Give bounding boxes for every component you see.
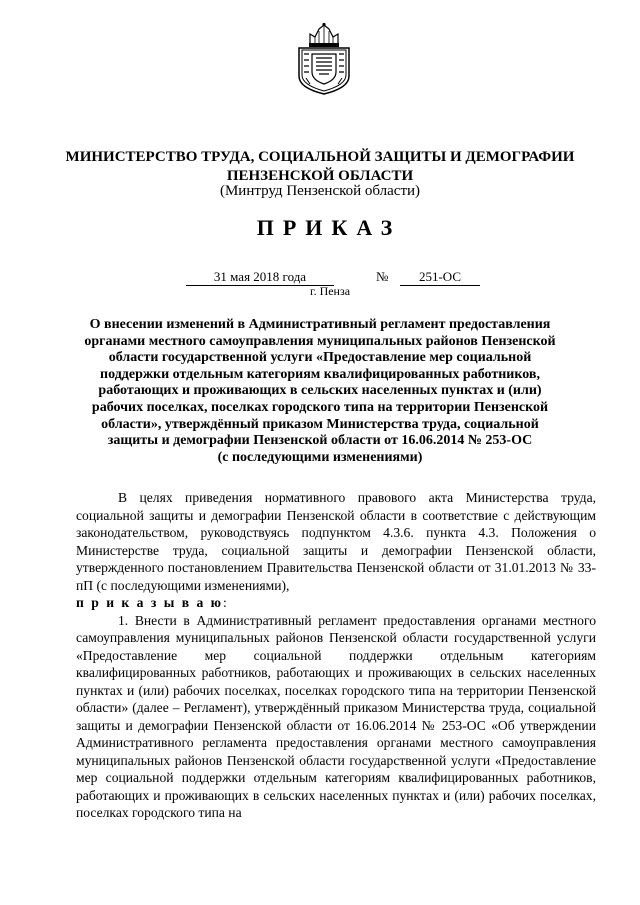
ministry-name-line2: ПЕНЗЕНСКОЙ ОБЛАСТИ bbox=[226, 168, 414, 184]
title-line: области», утверждённый приказом Министерства труда, социальной bbox=[101, 416, 539, 432]
coat-of-arms-icon bbox=[293, 22, 355, 96]
document-city: г. Пенза bbox=[310, 284, 351, 298]
order-word: п р и к а з ы в а ю bbox=[76, 595, 224, 610]
title-line: органами местного самоуправления муниципальных районов Пензенской bbox=[84, 333, 556, 349]
title-line: рабочих поселках, поселках городского типа на территории Пензенской bbox=[91, 399, 549, 415]
preamble-paragraph bbox=[76, 489, 596, 612]
title-line: защиты и демографии Пензенской области от 16.06.2014 № 253-ОС bbox=[107, 433, 533, 449]
title-line: поддержки отдельным категориям квалифицированных работников, bbox=[100, 366, 540, 382]
document-type: ПРИКАЗ bbox=[256, 215, 402, 240]
title-line: (с последующими изменениями) bbox=[217, 449, 423, 465]
item-1-paragraph: 1. Внести в Административный регламент предоставления органами местного самоуправления муниципальных районов Пензенской области государственной услуги «Предоставление мер социальной поддержки отдельным категориям квалифицированных работников, работающих и проживающих в сельских населенных пунктах и (или) рабочих поселках, поселках городского типа на территории Пензенской области» (далее – Регламент), утверждённый приказом Министерства труда, социальной защиты и демографии Пензенской области от 16.06.2014 № 253-ОС «Об утверждении Административного регламента предоставления органами местного самоуправления муниципальных районов Пензенской области государственной услуги «Предоставление мер социальной поддержки отдельным категориям квалифицированных работников, работающих и проживающих в сельских населенных пунктах и (или) рабочих поселках, поселках городского типа на bbox=[76, 612, 596, 820]
document-date: 31 мая 2018 года bbox=[186, 268, 334, 286]
title-line: работающих и проживающих в сельских населенных пунктах и (или) bbox=[98, 383, 542, 399]
ministry-short-name: (Минтруд Пензенской области) bbox=[219, 183, 421, 199]
title-line: области государственной услуги «Предоставление мер социальной bbox=[108, 350, 532, 366]
document-body bbox=[76, 489, 596, 822]
ministry-name-line1: МИНИСТЕРСТВО ТРУДА, СОЦИАЛЬНОЙ ЗАЩИТЫ И ДЕМОГРАФИИ bbox=[65, 149, 575, 165]
preamble-text: В целях приведения нормативного правового акта Министерства труда, социальной защиты и демографии Пензенской области в соответствие с действующим законодательством, руководствуясь подпунктом 4.3.6. пункта 4.3. Положения о Министерстве труда, социальной защиты и демографии Пензенской области, утвержденного постановлением Правительства Пензенской области от 31.01.2013 № 33-пП (с последующими изменениями), bbox=[76, 490, 596, 593]
title-line: О внесении изменений в Административный регламент предоставления bbox=[89, 317, 551, 332]
document-number: 251-ОС bbox=[400, 268, 480, 286]
number-sign: № bbox=[376, 269, 389, 284]
order-colon: : bbox=[223, 595, 227, 610]
ministry-name bbox=[40, 148, 600, 186]
document-title bbox=[70, 317, 570, 466]
